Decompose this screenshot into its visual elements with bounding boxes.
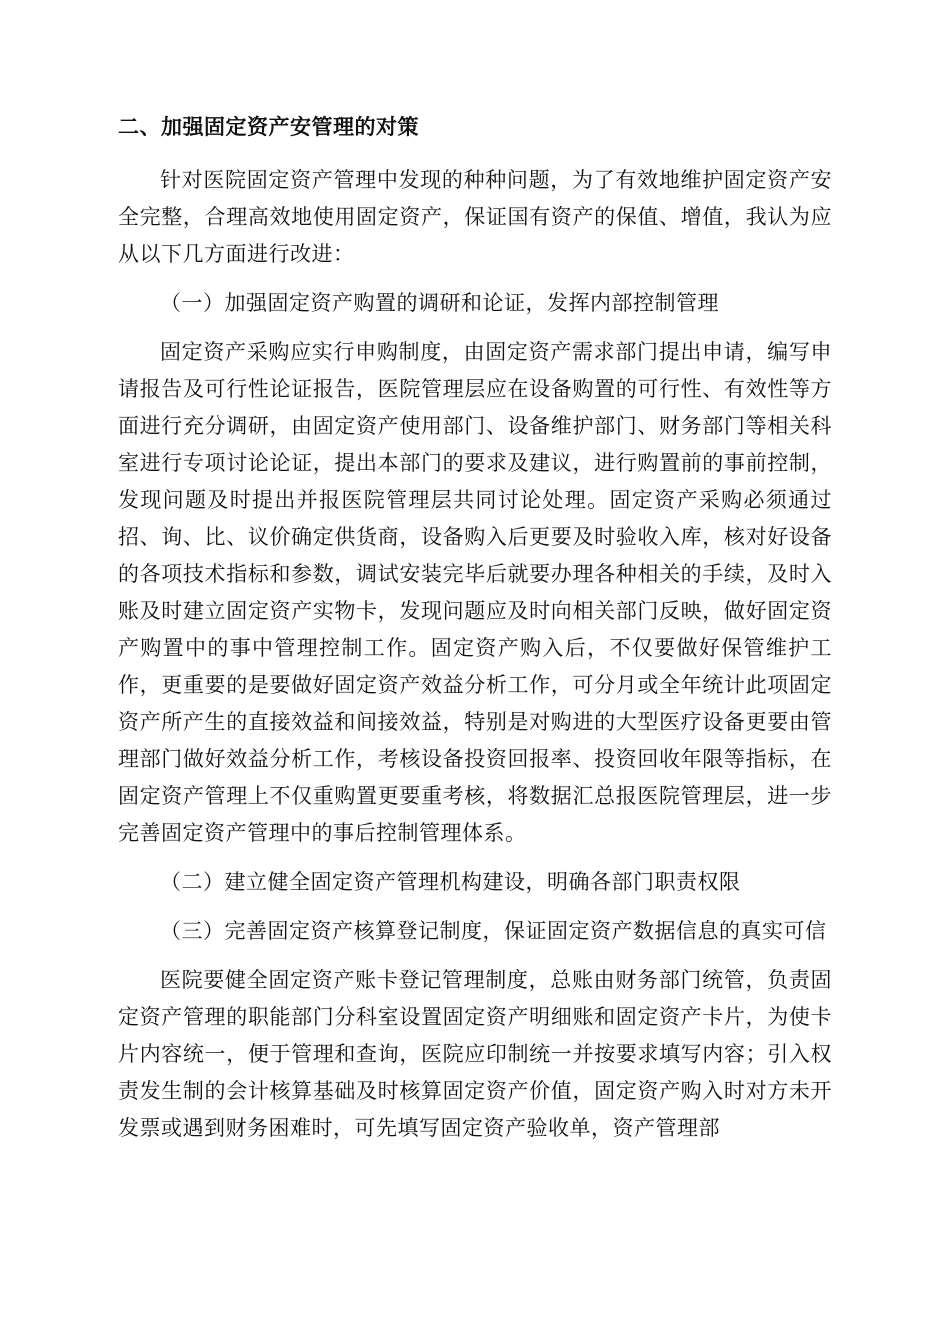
subsection-title-2: （二）建立健全固定资产管理机构建设，明确各部门职责权限 <box>160 870 741 894</box>
subsection-title-3: （三）完善固定资产核算登记制度，保证固定资产数据信息的真实可信 <box>160 919 827 943</box>
subsection-title-1: （一）加强固定资产购置的调研和论证，发挥内部控制管理 <box>160 291 719 315</box>
subsection-body-1: 固定资产采购应实行申购制度，由固定资产需求部门提出申请，编写申请报告及可行性论证报告，医院管理层应在设备购置的可行性、有效性等方面进行充分调研，由固定资产使用部门、设备维护部门、财务部门等相关科室进行专项讨论论证，提出本部门的要求及建议，进行购置前的事前控制，发现问题及时提出并报医院管理层共同讨论处理。固定资产采购必须通过招、询、比、议价确定供货商，设备购入后更要及时验收入库，核对好设备的各项技术指标和参数，调试安装完毕后就要办理各种相关的手续，及时入账及时建立固定资产实物卡，发现问题应及时向相关部门反映，做好固定资产购置中的事中管理控制工作。固定资产购入后，不仅要做好保管维护工作，更重要的是要做好固定资产效益分析工作，可分月或全年统计此项固定资产所产生的直接效益和间接效益，特别是对购进的大型医疗设备更要由管理部门做好效益分析工作，考核设备投资回报率、投资回收年限等指标，在固定资产管理上不仅重购置更要重考核，将数据汇总报医院管理层，进一步完善固定资产管理中的事后控制管理体系。 <box>118 340 832 845</box>
intro-paragraph: 针对医院固定资产管理中发现的种种问题，为了有效地维护固定资产安全完整，合理高效地使用固定资产，保证国有资产的保值、增值，我认为应从以下几方面进行改进： <box>118 168 832 266</box>
subsection-body-3: 医院要健全固定资产账卡登记管理制度，总账由财务部门统管，负责固定资产管理的职能部门分科室设置固定资产明细账和固定资产卡片，为使卡片内容统一，便于管理和查询，医院应印制统一并按要求填写内容；引入权责发生制的会计核算基础及时核算固定资产价值，固定资产购入时对方未开发票或遇到财务困难时，可先填写固定资产验收单，资产管理部 <box>118 968 832 1140</box>
section-heading: 二、加强固定资产安管理的对策 <box>118 115 419 139</box>
